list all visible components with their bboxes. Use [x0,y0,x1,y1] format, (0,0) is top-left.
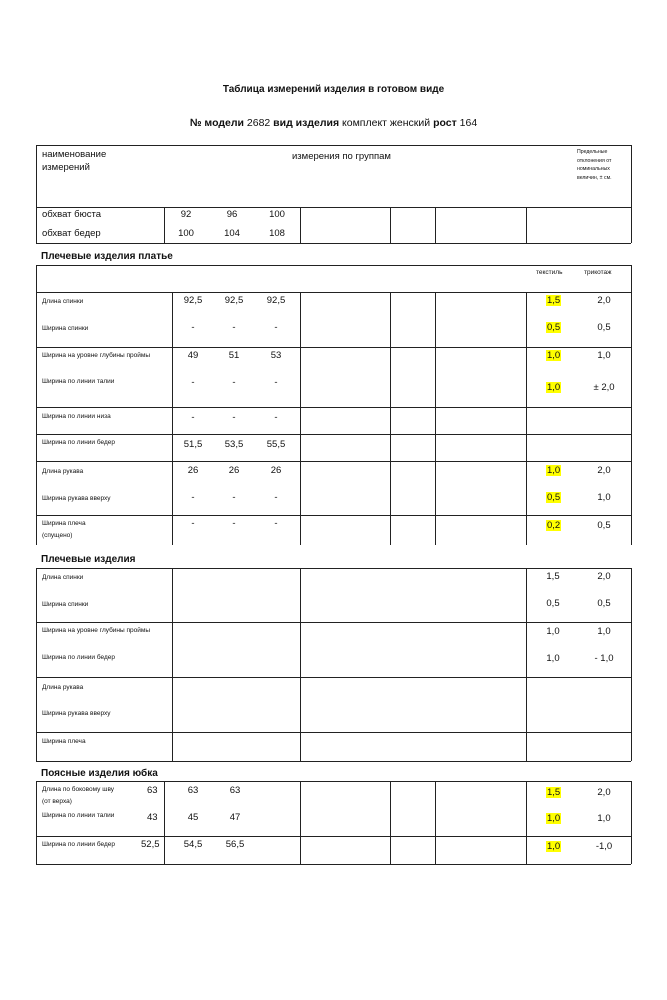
row-value: - [232,492,236,503]
rule [526,781,527,864]
height-value: 164 [459,117,478,129]
row-name: Длина спинки [42,574,84,581]
rule [164,207,165,243]
row-value: 49 [187,350,199,361]
tolerance-knit: 2,0 [597,571,611,582]
rule [36,347,631,348]
rule [36,677,631,678]
row-name: Длина спинки [42,298,84,305]
row-value: 52,5 [141,839,160,850]
rule [390,781,391,864]
row-value: 92,5 [183,295,203,306]
rule [36,864,631,865]
tolerance-textile: 1,0 [547,813,561,824]
rule [300,781,301,864]
row-name: Ширина рукава вверху [42,710,111,717]
row-name: Ширина плеча (спущено) [42,520,86,539]
row-value: - [274,377,278,388]
rule [631,781,632,864]
rule [36,781,37,864]
row-value: 92 [180,209,192,220]
tolerance-textile: 0,2 [547,520,561,531]
tolerance-knit: 0,5 [597,598,611,609]
column-textile: текстиль [536,269,563,276]
tolerance-textile: 1,0 [547,465,561,476]
tolerance-knit: 1,0 [597,813,611,824]
rule [36,761,631,762]
row-name: Ширина по линии талии [42,812,115,819]
row-name: Ширина по линии талии [42,378,115,385]
row-value: 47 [229,812,241,823]
document-title: Таблица измерений изделия в готовом виде [222,84,445,95]
rule [526,207,527,243]
rule [36,265,37,545]
rule [36,145,37,243]
rule [36,568,631,569]
tolerance-textile: 0,5 [546,598,560,609]
rule [36,515,631,516]
row-name: Длина по боковому шву (от верха) [42,786,115,805]
row-value: - [274,492,278,503]
row-value: 26 [270,465,282,476]
tolerance-knit: 1,0 [597,492,611,503]
tolerance-knit: - 1,0 [594,653,614,664]
row-name: Ширина спинки [42,325,89,332]
model-number: 2682 [246,117,271,129]
row-name: Ширина спинки [42,601,89,608]
tolerance-textile: 0,5 [547,492,561,503]
rule [435,781,436,864]
tolerance-knit: 2,0 [597,295,611,306]
row-value: - [191,412,195,423]
tolerance-knit: -1,0 [595,841,613,852]
model-prefix: № модели [189,117,244,129]
section-title: Поясные изделия юбка [41,768,158,779]
rule [435,292,436,545]
row-name: Ширина плеча [42,738,86,745]
row-value: - [191,322,195,333]
row-value: 53 [270,350,282,361]
tolerance-textile: 1,0 [547,350,561,361]
row-value: 100 [178,228,194,239]
rule [36,622,631,623]
row-name: Ширина на уровне глубины проймы [42,627,151,634]
rule [390,292,391,545]
model-line [0,117,667,129]
row-value: 108 [269,228,285,239]
tolerance-textile: 1,5 [547,295,561,306]
row-value: 55,5 [266,439,286,450]
rule [36,292,631,293]
type-value: комплект женский [342,117,431,129]
rule [36,836,631,837]
row-value: - [274,412,278,423]
row-value: 104 [224,228,240,239]
rule [36,265,631,266]
row-name: Длина рукава [42,468,84,475]
row-value: - [232,322,236,333]
row-value: 43 [147,812,158,823]
row-value: - [274,518,278,529]
tolerance-knit: 1,0 [597,350,611,361]
rule [390,207,391,243]
rule [36,732,631,733]
rule [36,145,631,146]
row-name: Ширина по линии низа [42,413,111,420]
tolerance-textile: 0,5 [547,322,561,333]
row-name: обхват бедер [42,228,101,239]
section-title: Плечевые изделия [41,554,136,565]
row-name: Ширина по линии бедер [42,439,116,446]
rule [36,207,631,208]
rule [36,434,631,435]
tolerance-knit: 0,5 [597,520,611,531]
height-label: рост [433,117,457,129]
row-value: 51 [228,350,240,361]
rule [36,407,631,408]
rule [631,568,632,761]
rule [435,207,436,243]
row-value: 63 [147,785,158,796]
row-value: - [191,492,195,503]
rule [36,461,631,462]
tolerance-knit: 2,0 [597,787,611,798]
tolerance-knit: 1,0 [597,626,611,637]
row-value: 53,5 [224,439,244,450]
header-name-label: наименование измерений [42,149,107,173]
row-name: Ширина на уровне глубины проймы [42,352,151,359]
rule [300,207,301,243]
row-name: обхват бюста [42,209,102,220]
column-knit: трикотаж [584,269,612,276]
tolerance-knit: 2,0 [597,465,611,476]
rule [300,292,301,545]
row-value: - [274,322,278,333]
row-name: Ширина по линии бедер [42,841,116,848]
tolerance-textile: 1,5 [546,571,560,582]
row-value: 26 [187,465,199,476]
rule [36,781,631,782]
tolerance-knit: 0,5 [597,322,611,333]
row-value: 100 [269,209,285,220]
row-name: Ширина рукава вверху [42,495,111,502]
row-name: Длина рукава [42,684,84,691]
type-label: вид изделия [273,117,340,129]
row-value: 63 [187,785,199,796]
rule [526,292,527,545]
rule [36,243,631,244]
row-value: 26 [228,465,240,476]
rule [631,265,632,545]
rule [164,781,165,864]
row-value: - [232,412,236,423]
tolerance-textile: 1,0 [547,382,561,393]
row-value: 92,5 [266,295,286,306]
header-groups-label: измерения по группам [292,151,391,162]
tolerance-textile: 1,0 [547,841,561,852]
tolerance-textile: 1,0 [546,626,560,637]
tolerance-knit: ± 2,0 [593,382,615,393]
header-deviation-label: Предельные отклонения от номинальных величин, ± см. [577,149,612,181]
row-value: 54,5 [183,839,203,850]
row-value: - [191,377,195,388]
section-title: Плечевые изделия платье [41,251,173,262]
row-name: Ширина по линии бедер [42,654,116,661]
row-value: 51,5 [183,439,203,450]
row-value: 92,5 [224,295,244,306]
row-value: - [232,377,236,388]
row-value: 56,5 [225,839,245,850]
row-value: 63 [229,785,241,796]
row-value: 45 [187,812,199,823]
tolerance-textile: 1,5 [547,787,561,798]
row-value: 96 [226,209,238,220]
row-value: - [232,518,236,529]
row-value: - [191,518,195,529]
tolerance-textile: 1,0 [546,653,560,664]
